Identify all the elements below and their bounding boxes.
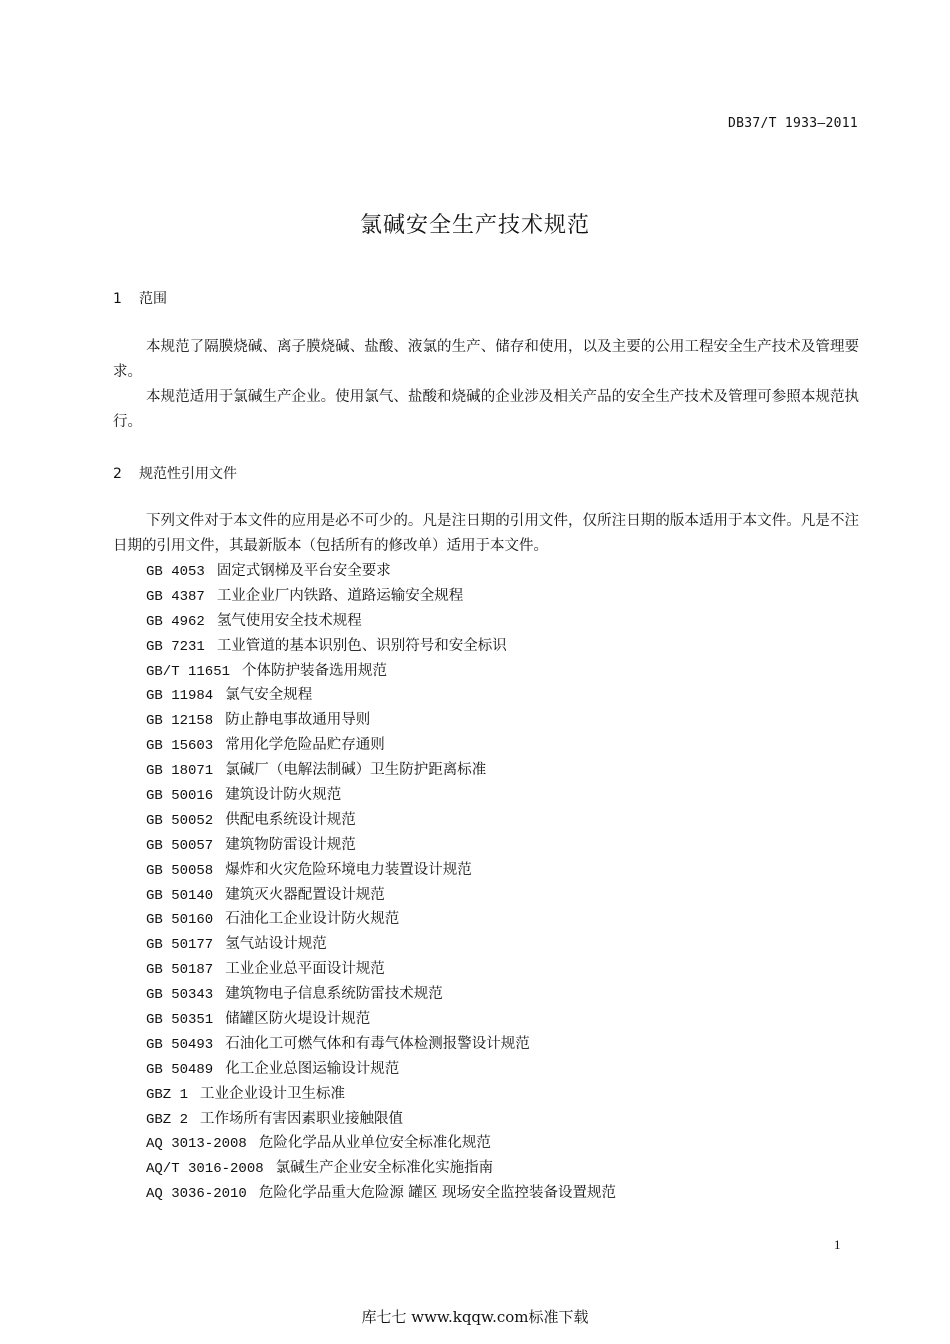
reference-code: AQ 3036-2010 <box>146 1186 247 1203</box>
reference-item <box>146 584 616 609</box>
reference-code: GB 50493 <box>146 1036 214 1053</box>
reference-title: 氯碱厂（电解法制碱）卫生防护距离标准 <box>225 762 487 779</box>
reference-item <box>146 733 616 758</box>
reference-title: 工业企业厂内铁路、道路运输安全规程 <box>216 587 464 604</box>
scope-paragraph-1: 本规范了隔膜烧碱、离子膜烧碱、盐酸、液氯的生产、储存和使用，以及主要的公用工程安全生产技术及管理要求。 <box>113 339 859 380</box>
scope-paragraph-2: 本规范适用于氯碱生产企业。使用氯气、盐酸和烧碱的企业涉及相关产品的安全生产技术及管理可参照本规范执行。 <box>113 389 859 430</box>
reference-item <box>146 833 616 858</box>
reference-code: GB 50160 <box>146 912 214 929</box>
reference-title: 危险化学品重大危险源 罐区 现场安全监控装备设置规范 <box>258 1185 617 1202</box>
reference-title: 建筑设计防火规范 <box>225 787 342 804</box>
reference-item <box>146 1156 616 1181</box>
reference-item <box>146 634 616 659</box>
reference-item <box>146 1082 616 1107</box>
reference-code: GB 50057 <box>146 837 214 854</box>
reference-code: GB 50177 <box>146 937 214 954</box>
reference-title: 石油化工企业设计防火规范 <box>225 911 400 928</box>
reference-title: 工作场所有害因素职业接触限值 <box>200 1110 404 1127</box>
reference-item <box>146 1131 616 1156</box>
reference-code: GBZ 2 <box>146 1111 189 1128</box>
reference-code: GB 50052 <box>146 812 214 829</box>
section-number: 1 <box>113 291 122 307</box>
reference-title: 工业企业设计卫生标准 <box>200 1085 346 1102</box>
reference-title: 工业管道的基本识别色、识别符号和安全标识 <box>216 637 507 654</box>
reference-item <box>146 907 616 932</box>
document-title: 氯碱安全生产技术规范 <box>359 213 590 238</box>
footer-watermark: 库七七 www.kqqw.com标准下载 <box>361 1308 589 1326</box>
reference-item <box>146 708 616 733</box>
reference-code: GB 7231 <box>146 638 205 655</box>
reference-title: 建筑灭火器配置设计规范 <box>225 886 385 903</box>
references-intro-paragraph: 下列文件对于本文件的应用是必不可少的。凡是注日期的引用文件，仅所注日期的版本适用于本文件。凡是不注日期的引用文件，其最新版本（包括所有的修改单）适用于本文件。 <box>113 513 859 554</box>
reference-title: 工业企业总平面设计规范 <box>225 961 385 978</box>
reference-item <box>146 1057 616 1082</box>
reference-title: 储罐区防火堤设计规范 <box>225 1011 371 1028</box>
reference-item <box>146 783 616 808</box>
reference-item <box>146 758 616 783</box>
reference-item <box>146 659 616 684</box>
reference-code: GB 12158 <box>146 713 214 730</box>
document-code: DB37/T 1933—2011 <box>727 116 858 131</box>
reference-code: GB 50187 <box>146 962 214 979</box>
reference-code: GB 15603 <box>146 738 214 755</box>
section-title: 范围 <box>139 291 167 307</box>
reference-title: 氯气安全规程 <box>225 687 313 704</box>
reference-title: 危险化学品从业单位安全标准化规范 <box>258 1135 491 1152</box>
reference-code: GB 4387 <box>146 588 205 605</box>
reference-code: GB/T 11651 <box>146 663 231 680</box>
reference-item <box>146 808 616 833</box>
reference-title: 防止静电事故通用导则 <box>225 712 371 729</box>
reference-item <box>146 858 616 883</box>
reference-title: 建筑物防雷设计规范 <box>225 836 356 853</box>
reference-item <box>146 1181 616 1206</box>
reference-title: 氢气使用安全技术规程 <box>216 612 362 629</box>
reference-code: GB 50016 <box>146 788 214 805</box>
reference-code: GB 4053 <box>146 564 205 580</box>
reference-title: 供配电系统设计规范 <box>225 811 356 828</box>
reference-code: GB 50351 <box>146 1012 214 1029</box>
reference-title: 爆炸和火灾危险环境电力装置设计规范 <box>225 861 472 878</box>
section-title: 规范性引用文件 <box>139 466 237 482</box>
page-number: 1 <box>834 1237 841 1252</box>
reference-item <box>146 609 616 634</box>
reference-title: 建筑物电子信息系统防雷技术规范 <box>225 986 443 1003</box>
section-2-heading <box>113 463 237 483</box>
reference-item <box>146 1007 616 1032</box>
reference-code: GB 50140 <box>146 887 214 904</box>
reference-item <box>146 982 616 1007</box>
reference-title: 化工企业总图运输设计规范 <box>225 1060 400 1077</box>
reference-item <box>146 1032 616 1057</box>
reference-title: 氢气站设计规范 <box>225 936 327 953</box>
reference-title: 石油化工可燃气体和有毒气体检测报警设计规范 <box>225 1035 530 1052</box>
section-1-heading <box>113 288 167 308</box>
reference-title: 常用化学危险品贮存通则 <box>225 737 385 754</box>
reference-code: GB 50343 <box>146 987 214 1004</box>
reference-code: GB 50058 <box>146 862 214 879</box>
section-number: 2 <box>113 466 122 482</box>
reference-item <box>146 1107 616 1132</box>
reference-code: AQ/T 3016-2008 <box>146 1161 264 1178</box>
reference-title: 个体防护装备选用规范 <box>242 662 388 679</box>
reference-title: 氯碱生产企业安全标准化实施指南 <box>275 1160 494 1177</box>
reference-item <box>146 683 616 708</box>
reference-code: AQ 3013-2008 <box>146 1136 247 1153</box>
reference-code: GB 18071 <box>146 763 214 780</box>
reference-item <box>146 932 616 957</box>
reference-item <box>146 883 616 908</box>
reference-code: GB 4962 <box>146 613 205 630</box>
reference-list <box>146 559 616 1206</box>
reference-item <box>146 957 616 982</box>
reference-item <box>146 559 616 584</box>
reference-code: GB 11984 <box>146 688 214 705</box>
reference-title: 固定式钢梯及平台安全要求 <box>216 563 391 579</box>
reference-code: GBZ 1 <box>146 1086 189 1103</box>
reference-code: GB 50489 <box>146 1061 214 1078</box>
